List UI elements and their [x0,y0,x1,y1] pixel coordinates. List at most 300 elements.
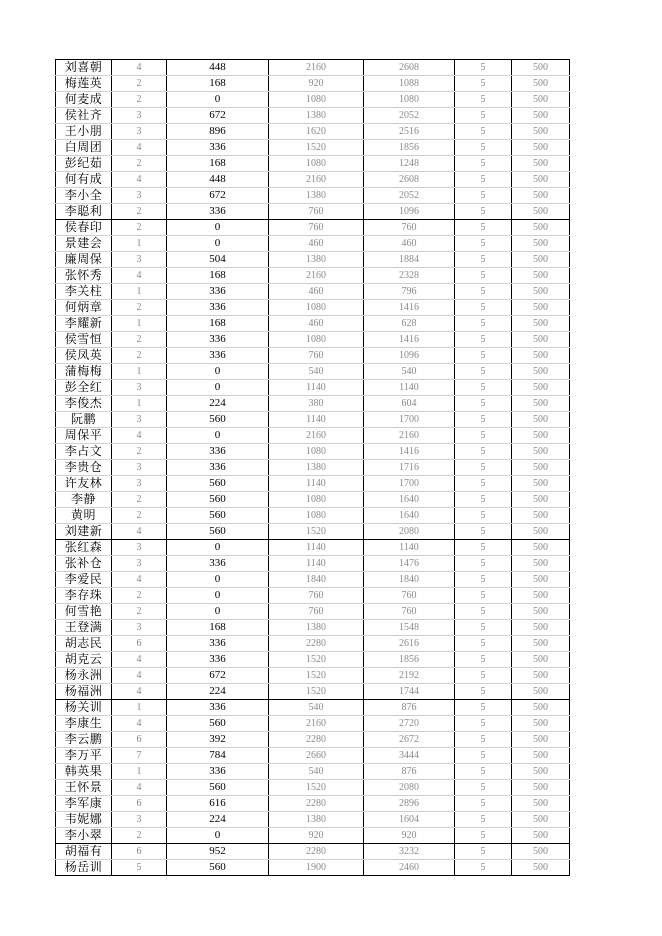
fee-cell[interactable]: 500 [512,284,570,300]
fee-cell[interactable]: 500 [512,476,570,492]
amount-cell[interactable]: 672 [167,108,269,124]
subsidy-cell[interactable]: 1080 [269,444,364,460]
subsidy-cell[interactable]: 1620 [269,124,364,140]
subsidy-cell[interactable]: 540 [269,764,364,780]
subsidy-cell[interactable]: 2280 [269,732,364,748]
subsidy-cell[interactable]: 1900 [269,860,364,876]
name-cell[interactable]: 李康生 [56,716,112,732]
name-cell[interactable]: 张怀秀 [56,268,112,284]
total-cell[interactable]: 1700 [364,476,455,492]
rate-cell[interactable]: 5 [455,204,512,220]
count-cell[interactable]: 6 [112,636,167,652]
fee-cell[interactable]: 500 [512,124,570,140]
amount-cell[interactable]: 896 [167,124,269,140]
amount-cell[interactable]: 0 [167,220,269,236]
amount-cell[interactable]: 336 [167,348,269,364]
subsidy-cell[interactable]: 920 [269,76,364,92]
amount-cell[interactable]: 0 [167,428,269,444]
subsidy-cell[interactable]: 1080 [269,300,364,316]
name-cell[interactable]: 廉周保 [56,252,112,268]
total-cell[interactable]: 2052 [364,108,455,124]
rate-cell[interactable]: 5 [455,268,512,284]
total-cell[interactable]: 2192 [364,668,455,684]
fee-cell[interactable]: 500 [512,540,570,556]
fee-cell[interactable]: 500 [512,748,570,764]
rate-cell[interactable]: 5 [455,796,512,812]
count-cell[interactable]: 4 [112,428,167,444]
name-cell[interactable]: 景建会 [56,236,112,252]
total-cell[interactable]: 1716 [364,460,455,476]
rate-cell[interactable]: 5 [455,76,512,92]
count-cell[interactable]: 3 [112,556,167,572]
subsidy-cell[interactable]: 1520 [269,668,364,684]
rate-cell[interactable]: 5 [455,652,512,668]
name-cell[interactable]: 彭纪茹 [56,156,112,172]
subsidy-cell[interactable]: 1380 [269,108,364,124]
subsidy-cell[interactable]: 1140 [269,476,364,492]
count-cell[interactable]: 3 [112,540,167,556]
rate-cell[interactable]: 5 [455,412,512,428]
rate-cell[interactable]: 5 [455,604,512,620]
rate-cell[interactable]: 5 [455,380,512,396]
rate-cell[interactable]: 5 [455,364,512,380]
amount-cell[interactable]: 336 [167,700,269,716]
rate-cell[interactable]: 5 [455,300,512,316]
rate-cell[interactable]: 5 [455,524,512,540]
count-cell[interactable]: 6 [112,844,167,860]
amount-cell[interactable]: 0 [167,364,269,380]
fee-cell[interactable]: 500 [512,860,570,876]
subsidy-cell[interactable]: 2160 [269,60,364,76]
rate-cell[interactable]: 5 [455,124,512,140]
amount-cell[interactable]: 560 [167,860,269,876]
total-cell[interactable]: 2720 [364,716,455,732]
name-cell[interactable]: 侯凤英 [56,348,112,364]
count-cell[interactable]: 2 [112,156,167,172]
total-cell[interactable]: 1856 [364,140,455,156]
name-cell[interactable]: 王登满 [56,620,112,636]
count-cell[interactable]: 4 [112,780,167,796]
name-cell[interactable]: 何麦成 [56,92,112,108]
amount-cell[interactable]: 168 [167,76,269,92]
total-cell[interactable]: 2608 [364,172,455,188]
name-cell[interactable]: 杨关训 [56,700,112,716]
fee-cell[interactable]: 500 [512,412,570,428]
count-cell[interactable]: 2 [112,300,167,316]
rate-cell[interactable]: 5 [455,732,512,748]
name-cell[interactable]: 何雪艳 [56,604,112,620]
fee-cell[interactable]: 500 [512,524,570,540]
total-cell[interactable]: 760 [364,220,455,236]
total-cell[interactable]: 2608 [364,60,455,76]
subsidy-cell[interactable]: 760 [269,348,364,364]
subsidy-cell[interactable]: 460 [269,316,364,332]
rate-cell[interactable]: 5 [455,764,512,780]
subsidy-cell[interactable]: 1520 [269,684,364,700]
rate-cell[interactable]: 5 [455,172,512,188]
fee-cell[interactable]: 500 [512,364,570,380]
fee-cell[interactable]: 500 [512,300,570,316]
fee-cell[interactable]: 500 [512,332,570,348]
total-cell[interactable]: 2328 [364,268,455,284]
subsidy-cell[interactable]: 1380 [269,460,364,476]
count-cell[interactable]: 2 [112,828,167,844]
count-cell[interactable]: 6 [112,796,167,812]
count-cell[interactable]: 2 [112,348,167,364]
amount-cell[interactable]: 0 [167,540,269,556]
fee-cell[interactable]: 500 [512,828,570,844]
name-cell[interactable]: 许友林 [56,476,112,492]
rate-cell[interactable]: 5 [455,492,512,508]
name-cell[interactable]: 黄明 [56,508,112,524]
subsidy-cell[interactable]: 1080 [269,508,364,524]
total-cell[interactable]: 1088 [364,76,455,92]
name-cell[interactable]: 胡志民 [56,636,112,652]
name-cell[interactable]: 李静 [56,492,112,508]
count-cell[interactable]: 3 [112,620,167,636]
count-cell[interactable]: 3 [112,412,167,428]
name-cell[interactable]: 杨福洲 [56,684,112,700]
total-cell[interactable]: 1416 [364,332,455,348]
amount-cell[interactable]: 336 [167,444,269,460]
count-cell[interactable]: 4 [112,668,167,684]
amount-cell[interactable]: 224 [167,684,269,700]
amount-cell[interactable]: 504 [167,252,269,268]
name-cell[interactable]: 韩英果 [56,764,112,780]
name-cell[interactable]: 李占文 [56,444,112,460]
count-cell[interactable]: 1 [112,236,167,252]
name-cell[interactable]: 刘建新 [56,524,112,540]
subsidy-cell[interactable]: 380 [269,396,364,412]
subsidy-cell[interactable]: 1380 [269,620,364,636]
rate-cell[interactable]: 5 [455,588,512,604]
fee-cell[interactable]: 500 [512,684,570,700]
count-cell[interactable]: 4 [112,652,167,668]
total-cell[interactable]: 1096 [364,204,455,220]
name-cell[interactable]: 李爱民 [56,572,112,588]
name-cell[interactable]: 周保平 [56,428,112,444]
total-cell[interactable]: 1640 [364,492,455,508]
count-cell[interactable]: 4 [112,172,167,188]
subsidy-cell[interactable]: 2280 [269,796,364,812]
rate-cell[interactable]: 5 [455,556,512,572]
total-cell[interactable]: 1096 [364,348,455,364]
subsidy-cell[interactable]: 2160 [269,716,364,732]
rate-cell[interactable]: 5 [455,284,512,300]
name-cell[interactable]: 胡克云 [56,652,112,668]
amount-cell[interactable]: 448 [167,172,269,188]
rate-cell[interactable]: 5 [455,156,512,172]
count-cell[interactable]: 1 [112,396,167,412]
amount-cell[interactable]: 560 [167,780,269,796]
name-cell[interactable]: 刘喜朝 [56,60,112,76]
rate-cell[interactable]: 5 [455,188,512,204]
name-cell[interactable]: 李贵仓 [56,460,112,476]
subsidy-cell[interactable]: 1080 [269,332,364,348]
total-cell[interactable]: 1856 [364,652,455,668]
fee-cell[interactable]: 500 [512,492,570,508]
total-cell[interactable]: 1476 [364,556,455,572]
subsidy-cell[interactable]: 2160 [269,172,364,188]
subsidy-cell[interactable]: 1520 [269,780,364,796]
subsidy-cell[interactable]: 540 [269,700,364,716]
total-cell[interactable]: 2516 [364,124,455,140]
count-cell[interactable]: 3 [112,124,167,140]
subsidy-cell[interactable]: 1140 [269,380,364,396]
amount-cell[interactable]: 672 [167,188,269,204]
rate-cell[interactable]: 5 [455,844,512,860]
fee-cell[interactable]: 500 [512,108,570,124]
amount-cell[interactable]: 0 [167,572,269,588]
total-cell[interactable]: 2052 [364,188,455,204]
amount-cell[interactable]: 224 [167,812,269,828]
amount-cell[interactable]: 336 [167,332,269,348]
count-cell[interactable]: 7 [112,748,167,764]
fee-cell[interactable]: 500 [512,716,570,732]
count-cell[interactable]: 2 [112,204,167,220]
fee-cell[interactable]: 500 [512,316,570,332]
total-cell[interactable]: 2896 [364,796,455,812]
fee-cell[interactable]: 500 [512,572,570,588]
rate-cell[interactable]: 5 [455,748,512,764]
count-cell[interactable]: 3 [112,188,167,204]
name-cell[interactable]: 王怀景 [56,780,112,796]
total-cell[interactable]: 2080 [364,524,455,540]
name-cell[interactable]: 李存珠 [56,588,112,604]
count-cell[interactable]: 1 [112,364,167,380]
amount-cell[interactable]: 448 [167,60,269,76]
rate-cell[interactable]: 5 [455,220,512,236]
rate-cell[interactable]: 5 [455,236,512,252]
subsidy-cell[interactable]: 2280 [269,844,364,860]
total-cell[interactable]: 876 [364,764,455,780]
rate-cell[interactable]: 5 [455,140,512,156]
count-cell[interactable]: 4 [112,572,167,588]
name-cell[interactable]: 胡福有 [56,844,112,860]
name-cell[interactable]: 李小翠 [56,828,112,844]
fee-cell[interactable]: 500 [512,220,570,236]
name-cell[interactable]: 杨岳训 [56,860,112,876]
rate-cell[interactable]: 5 [455,812,512,828]
rate-cell[interactable]: 5 [455,396,512,412]
fee-cell[interactable]: 500 [512,844,570,860]
amount-cell[interactable]: 336 [167,204,269,220]
count-cell[interactable]: 1 [112,700,167,716]
subsidy-cell[interactable]: 1380 [269,252,364,268]
fee-cell[interactable]: 500 [512,60,570,76]
subsidy-cell[interactable]: 540 [269,364,364,380]
total-cell[interactable]: 1248 [364,156,455,172]
fee-cell[interactable]: 500 [512,620,570,636]
total-cell[interactable]: 2080 [364,780,455,796]
count-cell[interactable]: 2 [112,92,167,108]
subsidy-cell[interactable]: 1140 [269,556,364,572]
name-cell[interactable]: 何有成 [56,172,112,188]
count-cell[interactable]: 2 [112,508,167,524]
fee-cell[interactable]: 500 [512,76,570,92]
subsidy-cell[interactable]: 1080 [269,92,364,108]
name-cell[interactable]: 侯雪恒 [56,332,112,348]
total-cell[interactable]: 604 [364,396,455,412]
fee-cell[interactable]: 500 [512,588,570,604]
fee-cell[interactable]: 500 [512,796,570,812]
subsidy-cell[interactable]: 760 [269,220,364,236]
total-cell[interactable]: 2460 [364,860,455,876]
amount-cell[interactable]: 0 [167,588,269,604]
fee-cell[interactable]: 500 [512,764,570,780]
fee-cell[interactable]: 500 [512,732,570,748]
fee-cell[interactable]: 500 [512,460,570,476]
rate-cell[interactable]: 5 [455,444,512,460]
count-cell[interactable]: 4 [112,716,167,732]
rate-cell[interactable]: 5 [455,828,512,844]
name-cell[interactable]: 王小朋 [56,124,112,140]
amount-cell[interactable]: 336 [167,764,269,780]
amount-cell[interactable]: 336 [167,636,269,652]
fee-cell[interactable]: 500 [512,444,570,460]
amount-cell[interactable]: 952 [167,844,269,860]
name-cell[interactable]: 白周团 [56,140,112,156]
count-cell[interactable]: 4 [112,268,167,284]
name-cell[interactable]: 何炳章 [56,300,112,316]
total-cell[interactable]: 1640 [364,508,455,524]
fee-cell[interactable]: 500 [512,172,570,188]
total-cell[interactable]: 1604 [364,812,455,828]
amount-cell[interactable]: 784 [167,748,269,764]
amount-cell[interactable]: 0 [167,236,269,252]
amount-cell[interactable]: 0 [167,604,269,620]
subsidy-cell[interactable]: 1520 [269,524,364,540]
total-cell[interactable]: 796 [364,284,455,300]
total-cell[interactable]: 1140 [364,540,455,556]
subsidy-cell[interactable]: 1080 [269,156,364,172]
amount-cell[interactable]: 560 [167,524,269,540]
name-cell[interactable]: 张补仓 [56,556,112,572]
name-cell[interactable]: 侯春印 [56,220,112,236]
amount-cell[interactable]: 336 [167,300,269,316]
total-cell[interactable]: 1140 [364,380,455,396]
amount-cell[interactable]: 336 [167,140,269,156]
total-cell[interactable]: 1548 [364,620,455,636]
rate-cell[interactable]: 5 [455,108,512,124]
subsidy-cell[interactable]: 1520 [269,652,364,668]
rate-cell[interactable]: 5 [455,700,512,716]
total-cell[interactable]: 2672 [364,732,455,748]
fee-cell[interactable]: 500 [512,156,570,172]
fee-cell[interactable]: 500 [512,636,570,652]
fee-cell[interactable]: 500 [512,508,570,524]
subsidy-cell[interactable]: 1520 [269,140,364,156]
fee-cell[interactable]: 500 [512,396,570,412]
fee-cell[interactable]: 500 [512,204,570,220]
total-cell[interactable]: 628 [364,316,455,332]
fee-cell[interactable]: 500 [512,556,570,572]
name-cell[interactable]: 李小全 [56,188,112,204]
amount-cell[interactable]: 560 [167,476,269,492]
rate-cell[interactable]: 5 [455,460,512,476]
subsidy-cell[interactable]: 760 [269,604,364,620]
count-cell[interactable]: 3 [112,460,167,476]
fee-cell[interactable]: 500 [512,252,570,268]
subsidy-cell[interactable]: 920 [269,828,364,844]
rate-cell[interactable]: 5 [455,348,512,364]
fee-cell[interactable]: 500 [512,428,570,444]
name-cell[interactable]: 梅莲英 [56,76,112,92]
name-cell[interactable]: 蒲梅梅 [56,364,112,380]
name-cell[interactable]: 李耀新 [56,316,112,332]
total-cell[interactable]: 1840 [364,572,455,588]
total-cell[interactable]: 3232 [364,844,455,860]
total-cell[interactable]: 2616 [364,636,455,652]
total-cell[interactable]: 920 [364,828,455,844]
amount-cell[interactable]: 224 [167,396,269,412]
rate-cell[interactable]: 5 [455,716,512,732]
name-cell[interactable]: 李云鹏 [56,732,112,748]
rate-cell[interactable]: 5 [455,668,512,684]
count-cell[interactable]: 4 [112,524,167,540]
fee-cell[interactable]: 500 [512,700,570,716]
subsidy-cell[interactable]: 1380 [269,812,364,828]
name-cell[interactable]: 侯社齐 [56,108,112,124]
subsidy-cell[interactable]: 460 [269,236,364,252]
total-cell[interactable]: 460 [364,236,455,252]
count-cell[interactable]: 2 [112,588,167,604]
fee-cell[interactable]: 500 [512,652,570,668]
fee-cell[interactable]: 500 [512,268,570,284]
amount-cell[interactable]: 336 [167,284,269,300]
amount-cell[interactable]: 168 [167,156,269,172]
fee-cell[interactable]: 500 [512,380,570,396]
rate-cell[interactable]: 5 [455,540,512,556]
rate-cell[interactable]: 5 [455,572,512,588]
subsidy-cell[interactable]: 1140 [269,412,364,428]
subsidy-cell[interactable]: 460 [269,284,364,300]
count-cell[interactable]: 4 [112,140,167,156]
amount-cell[interactable]: 168 [167,316,269,332]
rate-cell[interactable]: 5 [455,60,512,76]
total-cell[interactable]: 1080 [364,92,455,108]
name-cell[interactable]: 阮鹏 [56,412,112,428]
total-cell[interactable]: 1744 [364,684,455,700]
fee-cell[interactable]: 500 [512,668,570,684]
amount-cell[interactable]: 392 [167,732,269,748]
rate-cell[interactable]: 5 [455,92,512,108]
subsidy-cell[interactable]: 2160 [269,268,364,284]
name-cell[interactable]: 李关柱 [56,284,112,300]
amount-cell[interactable]: 336 [167,652,269,668]
count-cell[interactable]: 3 [112,108,167,124]
count-cell[interactable]: 2 [112,332,167,348]
count-cell[interactable]: 3 [112,812,167,828]
amount-cell[interactable]: 672 [167,668,269,684]
subsidy-cell[interactable]: 1080 [269,492,364,508]
count-cell[interactable]: 4 [112,60,167,76]
subsidy-cell[interactable]: 1840 [269,572,364,588]
total-cell[interactable]: 1700 [364,412,455,428]
count-cell[interactable]: 2 [112,76,167,92]
rate-cell[interactable]: 5 [455,508,512,524]
subsidy-cell[interactable]: 2160 [269,428,364,444]
total-cell[interactable]: 1884 [364,252,455,268]
amount-cell[interactable]: 336 [167,556,269,572]
amount-cell[interactable]: 0 [167,380,269,396]
rate-cell[interactable]: 5 [455,620,512,636]
rate-cell[interactable]: 5 [455,860,512,876]
name-cell[interactable]: 李军康 [56,796,112,812]
rate-cell[interactable]: 5 [455,316,512,332]
rate-cell[interactable]: 5 [455,684,512,700]
amount-cell[interactable]: 560 [167,492,269,508]
